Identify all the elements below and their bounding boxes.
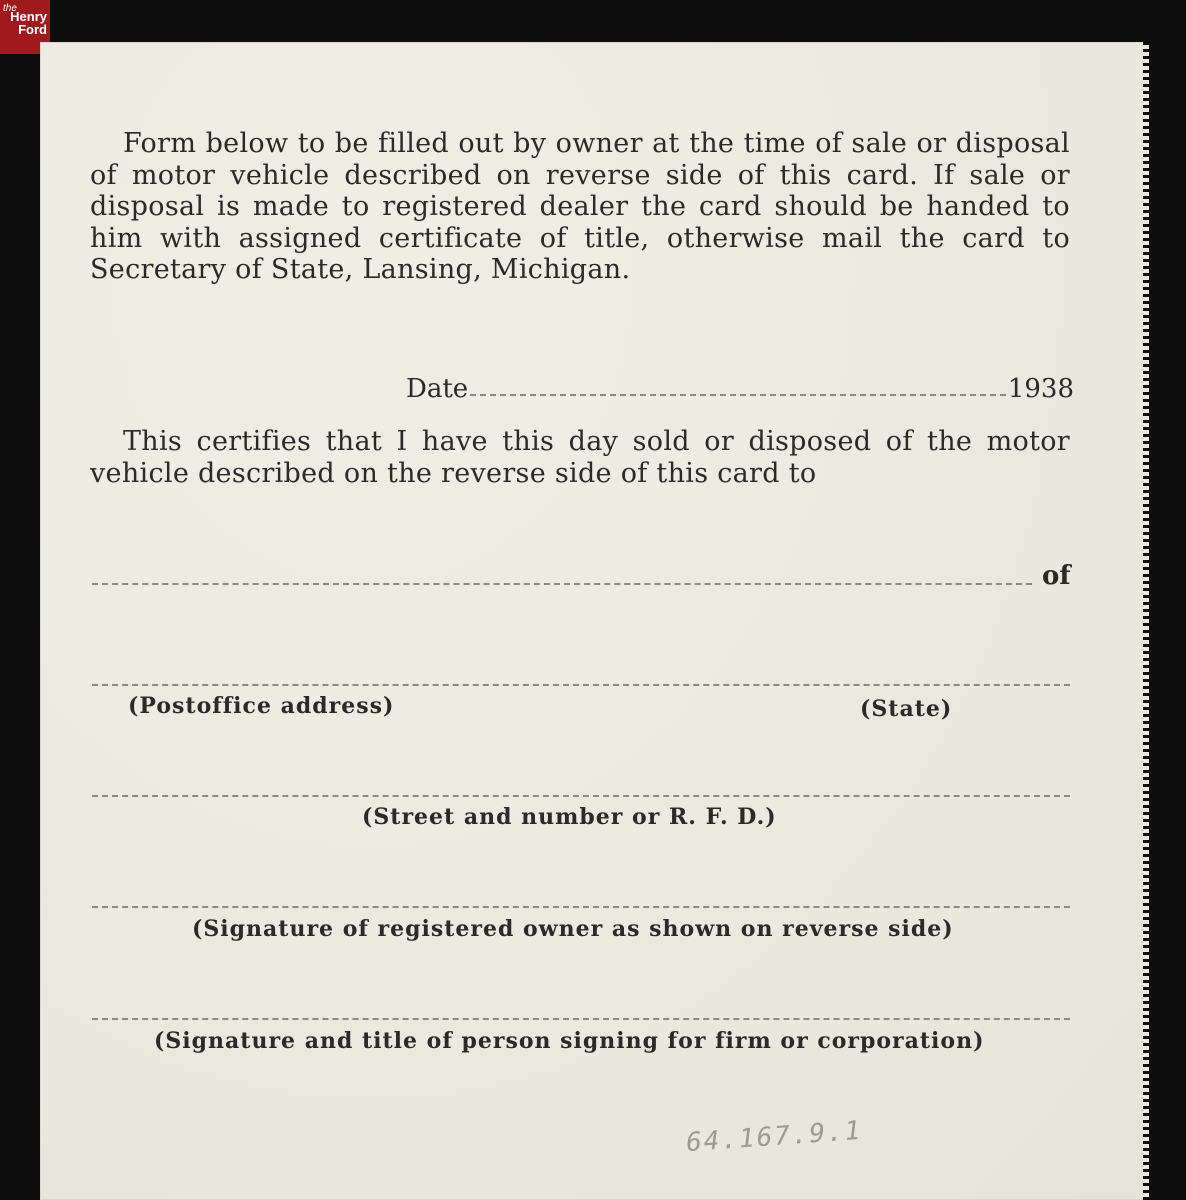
- logo-henry: Henry: [10, 9, 47, 24]
- owner-signature-label: (Signature of registered owner as shown on reverse side): [192, 916, 954, 942]
- owner-signature-line[interactable]: [92, 906, 1070, 908]
- buyer-name-line[interactable]: [92, 583, 1032, 585]
- logo-the: the: [3, 3, 17, 14]
- state-label: (State): [860, 696, 953, 722]
- date-label: Date: [406, 374, 469, 404]
- street-label: (Street and number or R. F. D.): [362, 804, 777, 830]
- firm-signature-label: (Signature and title of person signing for firm or corporation): [154, 1028, 985, 1054]
- firm-signature-line[interactable]: [92, 1018, 1070, 1020]
- date-row: [406, 372, 1074, 404]
- logo-ford: Ford: [18, 22, 47, 37]
- certification-paragraph: This certifies that I have this day sold or disposed of the motor vehicle described on the reverse side of this card to: [90, 426, 1070, 489]
- instructions-paragraph: Form below to be filled out by owner at the time of sale or disposal of motor vehicle described on reverse side of this card. If sale or disposal is made to registered dealer the card should be handed to him with assigned certificate of title, otherwise mail the card to Secretary of State, Lansing, Michigan.: [90, 128, 1070, 285]
- date-fill-line[interactable]: [470, 394, 1006, 396]
- accession-number: 64.167.9.1: [685, 1115, 864, 1159]
- postoffice-state-line[interactable]: [92, 684, 1070, 686]
- postoffice-address-label: (Postoffice address): [128, 693, 395, 719]
- street-line[interactable]: [92, 795, 1070, 797]
- registration-card: [40, 42, 1146, 1200]
- of-label: of: [1042, 561, 1071, 591]
- date-year: 1938: [1007, 374, 1074, 404]
